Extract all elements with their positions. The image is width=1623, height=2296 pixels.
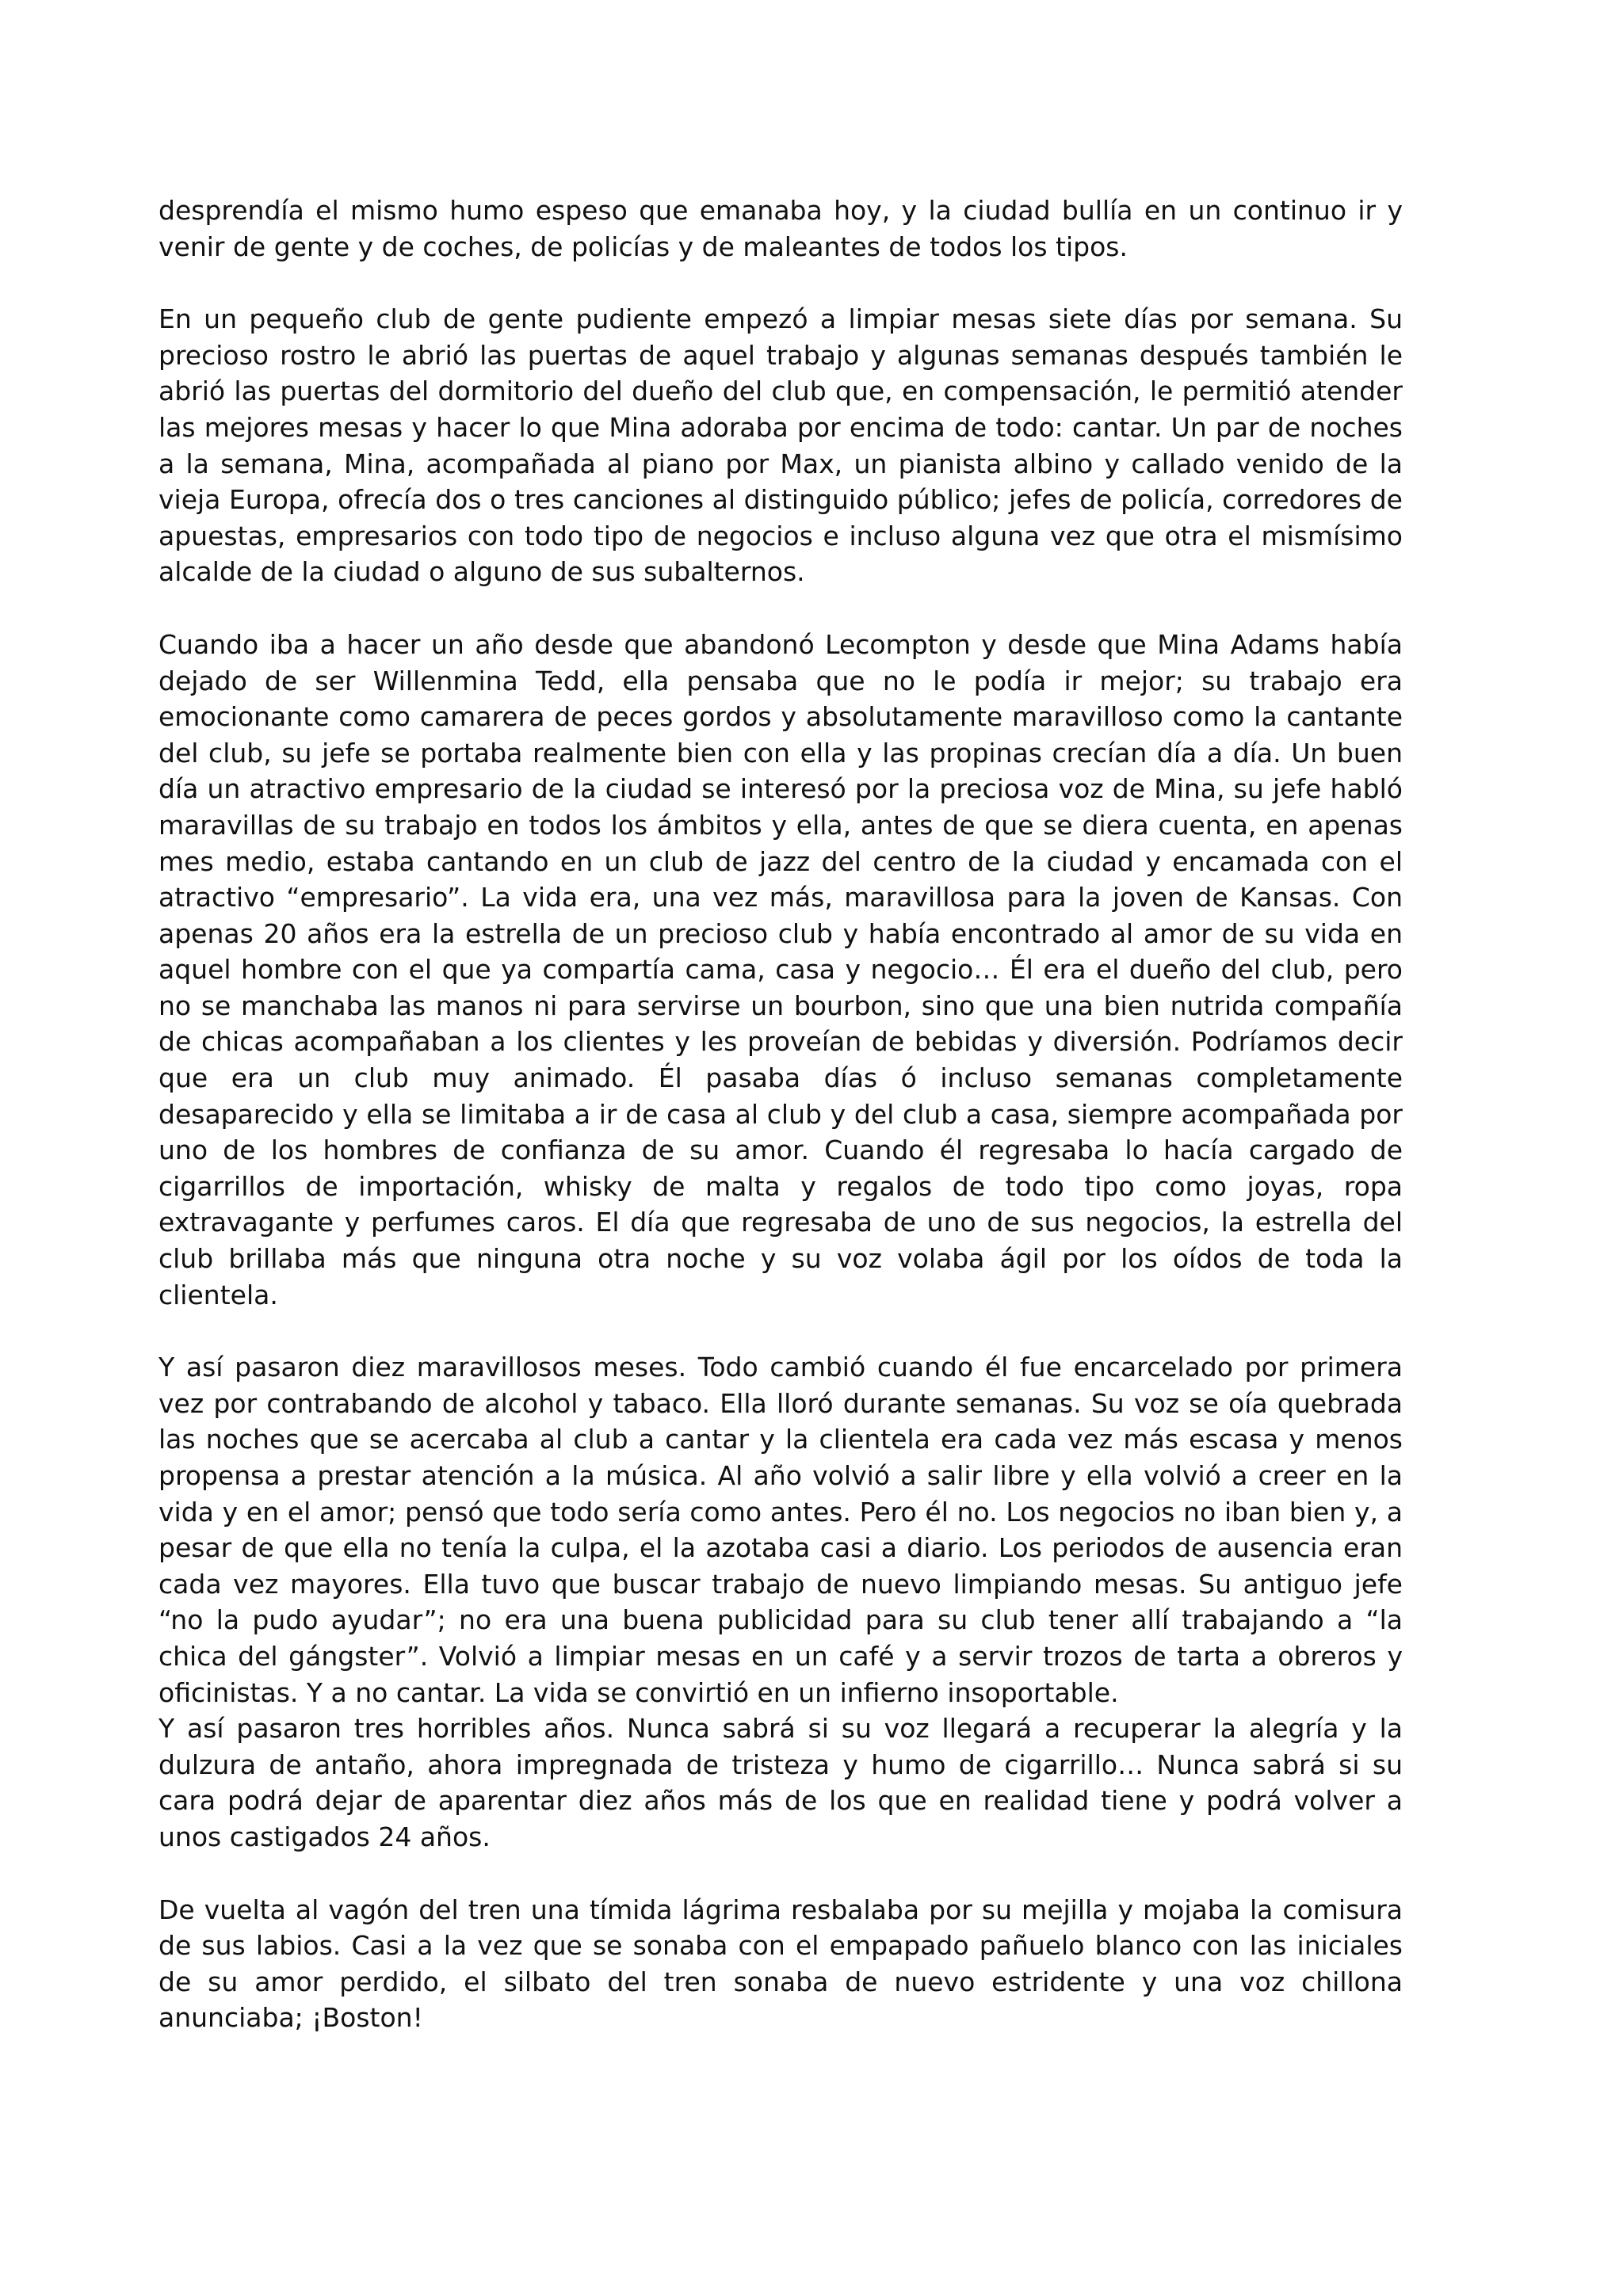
document-page <box>158 193 1403 2073</box>
paragraph-5: Y así pasaron tres horribles años. Nunca sabrá si su voz llegará a recuperar la alegría y la dulzura de antaño, ahora impregnada de tristeza y humo de cigarrillo… Nunca sabrá si su cara podrá dejar de aparentar diez años más de los que en realidad tiene y podrá volver a unos castigados 24 años. <box>158 1713 1403 1852</box>
paragraph-2: En un pequeño club de gente pudiente empezó a limpiar mesas siete días por semana. Su precioso rostro le abrió las puertas de aquel trabajo y algunas semanas después también le abrió las puertas del dormitorio del dueño del club que, en compensación, le permitió atender las mejores mesas y hacer lo que Mina adoraba por encima de todo: cantar. Un par de noches a la semana, Mina, acompañada al piano por Max, un pianista albino y callado venido de la vieja Europa, ofrecía dos o tres canciones al distinguido público; jefes de policía, corredores de apuestas, empresarios con todo tipo de negocios e incluso alguna vez que otra el mismísimo alcalde de la ciudad o alguno de sus subalternos. <box>158 303 1403 588</box>
paragraph-3: Cuando iba a hacer un año desde que abandonó Lecompton y desde que Mina Adams había dejado de ser Willenmina Tedd, ella pensaba que no le podía ir mejor; su trabajo era emocionante como camarera de peces gordos y absolutamente maravilloso como la cantante del club, su jefe se portaba realmente bien con ella y las propinas crecían día a día. Un buen día un atractivo empresario de la ciudad se interesó por la preciosa voz de Mina, su jefe habló maravillas de su trabajo en todos los ámbitos y ella, antes de que se diera cuenta, en apenas mes medio, estaba cantando en un club de jazz del centro de la ciudad y encamada con el atractivo “empresario”. La vida era, una vez más, maravillosa para la joven de Kansas. Con apenas 20 años era la estrella de un precioso club y había encontrado al amor de su vida en aquel hombre con el que ya compartía cama, casa y negocio… Él era el dueño del club, pero no se manchaba las manos ni para servirse un bourbon, sino que una bien nutrida compañía de chicas acompañaban a los clientes y les proveían de bebidas y diversión. Podríamos decir que era un club muy animado. Él pasaba días ó incluso semanas completamente desaparecido y ella se limitaba a ir de casa al club y del club a casa, siempre acompañada por uno de los hombres de confianza de su amor. Cuando él regresaba lo hacía cargado de cigarrillos de importación, whisky de malta y regalos de todo tipo como joyas, ropa extravagante y perfumes caros. El día que regresaba de uno de sus negocios, la estrella del club brillaba más que ninguna otra noche y su voz volaba ágil por los oídos de toda la clientela. <box>158 628 1403 1310</box>
paragraph-1: desprendía el mismo humo espeso que emanaba hoy, y la ciudad bullía en un continuo ir y venir de gente y de coches, de policías y de maleantes de todos los tipos. <box>158 195 1403 262</box>
paragraph-4: Y así pasaron diez maravillosos meses. Todo cambió cuando él fue encarcelado por primera vez por contrabando de alcohol y tabaco. Ella lloró durante semanas. Su voz se oía quebrada las noches que se acercaba al club a cantar y la clientela era cada vez más escasa y menos propensa a prestar atención a la música. Al año volvió a salir libre y ella volvió a creer en la vida y en el amor; pensó que todo sería como antes. Pero él no. Los negocios no iban bien y, a pesar de que ella no tenía la culpa, el la azotaba casi a diario. Los periodos de ausencia eran cada vez mayores. Ella tuvo que buscar trabajo de nuevo limpiando mesas. Su antiguo jefe “no la pudo ayudar”; no era una buena publicidad para su club tener allí trabajando a “la chica del gángster”. Volvió a limpiar mesas en un café y a servir trozos de tarta a obreros y oficinistas. Y a no cantar. La vida se convirtió en un infierno insoportable. <box>158 1352 1403 1708</box>
paragraph-6: De vuelta al vagón del tren una tímida lágrima resbalaba por su mejilla y mojaba la comisura de sus labios. Casi a la vez que se sonaba con el empapado pañuelo blanco con las iniciales de su amor perdido, el silbato del tren sonaba de nuevo estridente y una voz chillona anunciaba; ¡Boston! <box>158 1894 1403 2034</box>
